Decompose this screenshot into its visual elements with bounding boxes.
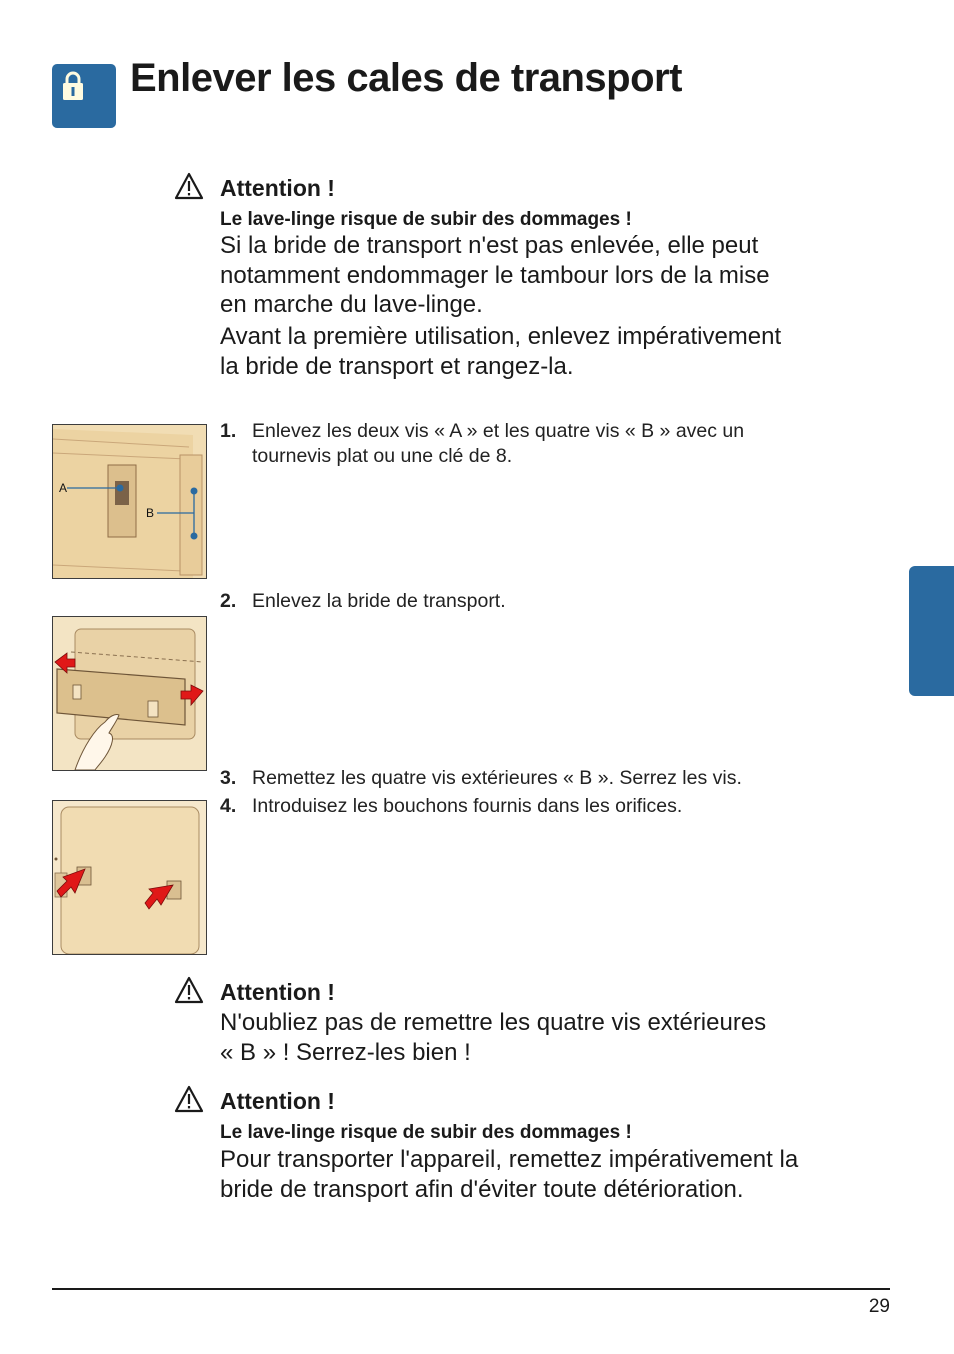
step-text-line: Remettez les quatre vis extérieures « B ». Serrez les vis. — [252, 767, 742, 789]
step-text-line: tournevis plat ou une clé de 8. — [252, 445, 513, 467]
step-number: 4. — [220, 795, 237, 817]
attention-heading: Attention ! — [220, 979, 335, 1005]
attention-heading: Attention ! — [220, 175, 335, 201]
attention-subheading: Le lave-linge risque de subir des dommages ! — [220, 1122, 632, 1143]
warning-icon — [174, 976, 204, 1004]
attention-paragraph — [220, 322, 781, 381]
warning-icon — [174, 172, 204, 200]
step-1 — [220, 419, 744, 469]
step-text-line: Enlevez la bride de transport. — [252, 590, 506, 612]
figure-screws — [52, 424, 207, 579]
figure-remove-bracket — [52, 616, 207, 771]
chapter-tab — [909, 566, 954, 696]
figure-label-b: B — [146, 506, 155, 520]
step-text-line: Introduisez les bouchons fournis dans les orifices. — [252, 795, 683, 817]
attention-heading: Attention ! — [220, 1088, 335, 1114]
step-number: 2. — [220, 590, 237, 612]
page-number: 29 — [868, 1296, 890, 1317]
text-line: N'oubliez pas de remettre les quatre vis extérieures — [220, 1009, 767, 1036]
attention-paragraph — [220, 1145, 798, 1204]
footer-divider — [52, 1288, 890, 1290]
step-number: 1. — [220, 420, 237, 442]
figure-label-a: A — [59, 481, 68, 495]
text-line: en marche du lave-linge. — [220, 291, 483, 318]
attention-subheading: Le lave-linge risque de subir des dommages ! — [220, 209, 632, 230]
text-line: Si la bride de transport n'est pas enlevée, elle peut — [220, 232, 759, 259]
text-line: bride de transport afin d'éviter toute détérioration. — [220, 1175, 744, 1203]
warning-icon — [174, 1085, 204, 1113]
figure-insert-plugs — [52, 800, 207, 955]
step-3 — [220, 766, 742, 791]
attention-paragraph — [220, 231, 770, 320]
step-4 — [220, 794, 682, 819]
page-title: Enlever les cales de transport — [130, 56, 682, 100]
text-line: notamment endommager le tambour lors de la mise — [220, 261, 770, 289]
text-line: la bride de transport et rangez-la. — [220, 352, 574, 380]
text-line: Pour transporter l'appareil, remettez impérativement la — [220, 1146, 799, 1173]
step-text-line: Enlevez les deux vis « A » et les quatre vis « B » avec un — [252, 420, 745, 442]
attention-paragraph — [220, 1008, 766, 1067]
text-line: « B » ! Serrez-les bien ! — [220, 1038, 471, 1066]
step-2 — [220, 589, 506, 614]
step-number: 3. — [220, 767, 237, 789]
text-line: Avant la première utilisation, enlevez impérativement — [220, 323, 782, 350]
lock-icon — [58, 68, 88, 104]
section-icon-box — [52, 64, 116, 128]
